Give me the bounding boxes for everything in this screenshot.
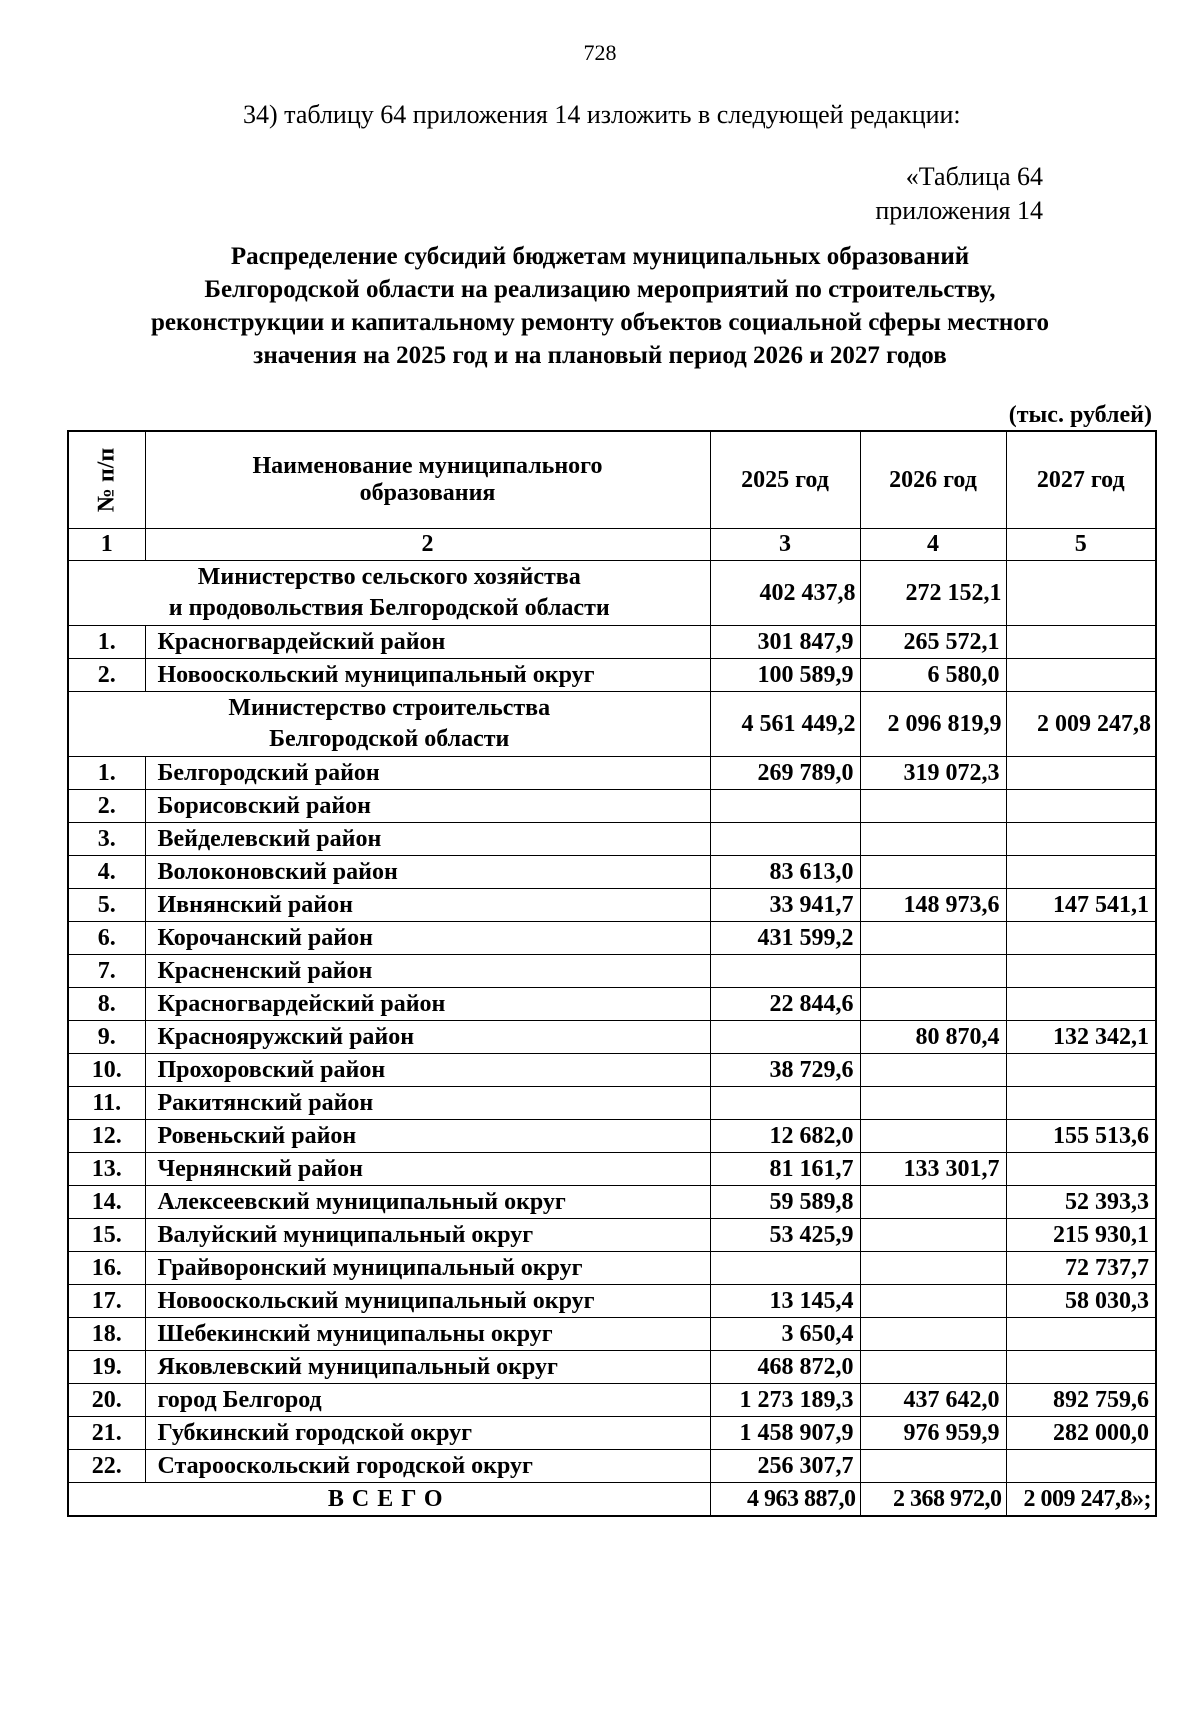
title-line: реконструкции и капитальному ремонту объектов социальной сферы местного: [150, 309, 1050, 336]
value-2025: 256 307,7: [710, 1450, 860, 1483]
row-number: 21.: [68, 1417, 145, 1450]
row-number: 14.: [68, 1186, 145, 1219]
header-number: № п/п: [68, 431, 145, 529]
table-row: [68, 1087, 1156, 1120]
column-number: 1: [68, 529, 145, 561]
subsidy-table: [67, 430, 1157, 1517]
municipality-name: Валуйский муниципальный округ: [145, 1219, 710, 1252]
document-title: [60, 240, 1140, 372]
title-line: Белгородской области на реализацию мероприятий по строительству,: [204, 276, 996, 303]
value-2025: [710, 1252, 860, 1285]
value-2026: [860, 1186, 1006, 1219]
page-number: 728: [583, 40, 617, 65]
title-line: Распределение субсидий бюджетам муниципальных образований: [230, 243, 970, 270]
municipality-name: Краснояружский район: [145, 1021, 710, 1054]
municipality-name: Вейделевский район: [145, 823, 710, 856]
municipality-name: Губкинский городской округ: [145, 1417, 710, 1450]
value-2026: 6 580,0: [860, 659, 1006, 692]
value-2026: [860, 955, 1006, 988]
value-2027: [1006, 856, 1156, 889]
value-2026: [860, 1318, 1006, 1351]
header-name: Наименование муниципального образования: [145, 431, 710, 529]
row-number: 10.: [68, 1054, 145, 1087]
table-row: [68, 922, 1156, 955]
table-row: [68, 1153, 1156, 1186]
table-row: [68, 889, 1156, 922]
municipality-name: Корочанский район: [145, 922, 710, 955]
row-number: 19.: [68, 1351, 145, 1384]
municipality-name: Чернянский район: [145, 1153, 710, 1186]
title-line: значения на 2025 год и на плановый период 2026 и 2027 годов: [253, 342, 947, 369]
municipality-name: Красненский район: [145, 955, 710, 988]
value-2026: [860, 856, 1006, 889]
value-2026: 148 973,6: [860, 889, 1006, 922]
value-2027: [1006, 659, 1156, 692]
value-2025: 59 589,8: [710, 1186, 860, 1219]
table-row: [68, 1054, 1156, 1087]
value-2026: 272 152,1: [860, 561, 1006, 626]
municipality-name: Ракитянский район: [145, 1087, 710, 1120]
table-row: [68, 823, 1156, 856]
municipality-name: Шебекинский муниципальны округ: [145, 1318, 710, 1351]
total-label: ВСЕГО: [68, 1483, 710, 1517]
row-number: 13.: [68, 1153, 145, 1186]
value-2026: [860, 1087, 1006, 1120]
column-number: 5: [1006, 529, 1156, 561]
table-header-row: [68, 431, 1156, 529]
row-number: 1.: [68, 757, 145, 790]
row-number: 6.: [68, 922, 145, 955]
row-number: 12.: [68, 1120, 145, 1153]
value-2027: [1006, 1153, 1156, 1186]
value-2026: [860, 922, 1006, 955]
value-2027: [1006, 1318, 1156, 1351]
value-2025: [710, 1021, 860, 1054]
ministry-name-line: Министерство сельского хозяйства: [197, 564, 581, 590]
row-number: 15.: [68, 1219, 145, 1252]
amendment-intro: 34) таблицу 64 приложения 14 изложить в следующей редакции:: [243, 100, 961, 129]
value-2026: [860, 1351, 1006, 1384]
value-2027: 892 759,6: [1006, 1384, 1156, 1417]
ministry-name: [68, 692, 710, 757]
ministry-section-row: [68, 692, 1156, 757]
table-row: [68, 1285, 1156, 1318]
value-2025: 4 561 449,2: [710, 692, 860, 757]
value-2027: 58 030,3: [1006, 1285, 1156, 1318]
total-2027: 2 009 247,8»;: [1006, 1483, 1156, 1517]
value-2027: [1006, 1450, 1156, 1483]
column-number: 3: [710, 529, 860, 561]
row-number: 16.: [68, 1252, 145, 1285]
header-2026: 2026 год: [860, 431, 1006, 529]
value-2025: [710, 1087, 860, 1120]
table-row: [68, 626, 1156, 659]
value-2025: 33 941,7: [710, 889, 860, 922]
table-row: [68, 1252, 1156, 1285]
row-number: 9.: [68, 1021, 145, 1054]
value-2025: [710, 955, 860, 988]
units-label: (тыс. рублей): [1008, 402, 1152, 428]
table-row: [68, 1219, 1156, 1252]
total-2025: 4 963 887,0: [710, 1483, 860, 1517]
value-2027: 132 342,1: [1006, 1021, 1156, 1054]
table-row: [68, 757, 1156, 790]
ministry-section-row: [68, 561, 1156, 626]
value-2027: [1006, 922, 1156, 955]
value-2025: 402 437,8: [710, 561, 860, 626]
value-2026: [860, 1219, 1006, 1252]
ministry-name-line: Белгородской области: [269, 726, 510, 752]
value-2027: [1006, 988, 1156, 1021]
value-2025: [710, 790, 860, 823]
row-number: 3.: [68, 823, 145, 856]
table-row: [68, 856, 1156, 889]
value-2025: 81 161,7: [710, 1153, 860, 1186]
value-2026: 133 301,7: [860, 1153, 1006, 1186]
value-2027: [1006, 955, 1156, 988]
table-row: [68, 1450, 1156, 1483]
municipality-name: город Белгород: [145, 1384, 710, 1417]
table-row: [68, 955, 1156, 988]
value-2026: 437 642,0: [860, 1384, 1006, 1417]
value-2025: 431 599,2: [710, 922, 860, 955]
row-number: 2.: [68, 790, 145, 823]
municipality-name: Белгородский район: [145, 757, 710, 790]
value-2025: 269 789,0: [710, 757, 860, 790]
value-2027: [1006, 757, 1156, 790]
value-2027: 155 513,6: [1006, 1120, 1156, 1153]
table-row: [68, 1417, 1156, 1450]
ministry-name-line: Министерство строительства: [228, 695, 551, 721]
table-row: [68, 1120, 1156, 1153]
column-number: 4: [860, 529, 1006, 561]
municipality-name: Новооскольский муниципальный округ: [145, 659, 710, 692]
value-2027: [1006, 1087, 1156, 1120]
value-2027: 282 000,0: [1006, 1417, 1156, 1450]
row-number: 11.: [68, 1087, 145, 1120]
value-2026: 319 072,3: [860, 757, 1006, 790]
table-row: [68, 790, 1156, 823]
value-2027: 72 737,7: [1006, 1252, 1156, 1285]
column-number-row: [68, 529, 1156, 561]
municipality-name: Красногвардейский район: [145, 988, 710, 1021]
value-2026: [860, 1054, 1006, 1087]
total-row: [68, 1483, 1156, 1517]
row-number: 20.: [68, 1384, 145, 1417]
table-row: [68, 1351, 1156, 1384]
table-row: [68, 659, 1156, 692]
municipality-name: Ивнянский район: [145, 889, 710, 922]
column-number: 2: [145, 529, 710, 561]
row-number: 8.: [68, 988, 145, 1021]
value-2026: [860, 790, 1006, 823]
value-2027: [1006, 561, 1156, 626]
row-number: 2.: [68, 659, 145, 692]
municipality-name: Ровеньский район: [145, 1120, 710, 1153]
value-2026: 2 096 819,9: [860, 692, 1006, 757]
value-2025: 53 425,9: [710, 1219, 860, 1252]
value-2025: 1 458 907,9: [710, 1417, 860, 1450]
value-2025: 100 589,9: [710, 659, 860, 692]
value-2026: 265 572,1: [860, 626, 1006, 659]
value-2026: [860, 1120, 1006, 1153]
value-2026: 80 870,4: [860, 1021, 1006, 1054]
header-2025: 2025 год: [710, 431, 860, 529]
value-2026: [860, 1285, 1006, 1318]
municipality-name: Старооскольский городской округ: [145, 1450, 710, 1483]
value-2027: [1006, 823, 1156, 856]
value-2025: 38 729,6: [710, 1054, 860, 1087]
municipality-name: Красногвардейский район: [145, 626, 710, 659]
table-row: [68, 1021, 1156, 1054]
municipality-name: Прохоровский район: [145, 1054, 710, 1087]
value-2027: 215 930,1: [1006, 1219, 1156, 1252]
value-2025: 12 682,0: [710, 1120, 860, 1153]
table-reference: [875, 160, 1043, 228]
header-2027: 2027 год: [1006, 431, 1156, 529]
row-number: 4.: [68, 856, 145, 889]
municipality-name: Яковлевский муниципальный округ: [145, 1351, 710, 1384]
value-2026: [860, 823, 1006, 856]
row-number: 5.: [68, 889, 145, 922]
value-2025: [710, 823, 860, 856]
value-2026: [860, 1252, 1006, 1285]
ministry-name: [68, 561, 710, 626]
value-2027: 2 009 247,8: [1006, 692, 1156, 757]
value-2027: 52 393,3: [1006, 1186, 1156, 1219]
row-number: 17.: [68, 1285, 145, 1318]
total-2026: 2 368 972,0: [860, 1483, 1006, 1517]
table-reference-line: «Таблица 64: [905, 162, 1043, 191]
municipality-name: Алексеевский муниципальный округ: [145, 1186, 710, 1219]
row-number: 1.: [68, 626, 145, 659]
table-row: [68, 988, 1156, 1021]
value-2025: 83 613,0: [710, 856, 860, 889]
ministry-name-line: и продовольствия Белгородской области: [168, 595, 610, 621]
value-2027: [1006, 1054, 1156, 1087]
value-2025: 22 844,6: [710, 988, 860, 1021]
value-2025: 468 872,0: [710, 1351, 860, 1384]
value-2025: 13 145,4: [710, 1285, 860, 1318]
table-row: [68, 1318, 1156, 1351]
municipality-name: Грайворонский муниципальный округ: [145, 1252, 710, 1285]
row-number: 22.: [68, 1450, 145, 1483]
value-2025: 3 650,4: [710, 1318, 860, 1351]
table-row: [68, 1384, 1156, 1417]
value-2027: 147 541,1: [1006, 889, 1156, 922]
row-number: 7.: [68, 955, 145, 988]
value-2025: 301 847,9: [710, 626, 860, 659]
table-reference-line: приложения 14: [875, 196, 1043, 225]
row-number: 18.: [68, 1318, 145, 1351]
value-2026: [860, 988, 1006, 1021]
municipality-name: Новооскольский муниципальный округ: [145, 1285, 710, 1318]
municipality-name: Волоконовский район: [145, 856, 710, 889]
value-2027: [1006, 1351, 1156, 1384]
value-2025: 1 273 189,3: [710, 1384, 860, 1417]
value-2026: [860, 1450, 1006, 1483]
value-2027: [1006, 790, 1156, 823]
table-row: [68, 1186, 1156, 1219]
value-2026: 976 959,9: [860, 1417, 1006, 1450]
value-2027: [1006, 626, 1156, 659]
municipality-name: Борисовский район: [145, 790, 710, 823]
